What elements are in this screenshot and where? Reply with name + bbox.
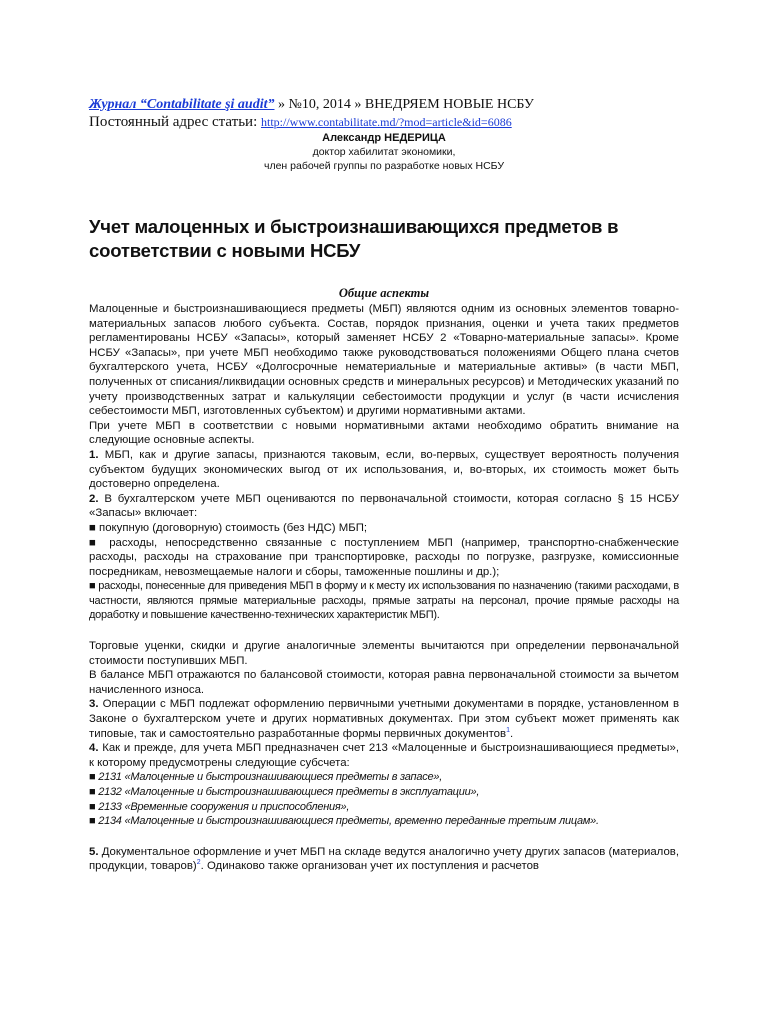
bullet-item: ■ расходы, непосредственно связанные с поступлением МБП (например, транспортно-снабженческие расходы, расходы на страхование при транспортировке, расходы по погрузке, разгрузке, комиссионные посредникам, невозмещаемые налоги и сборы, таможенные пошлины и др.); — [89, 536, 679, 578]
spacer — [89, 623, 679, 639]
subaccount-item — [89, 814, 679, 829]
address-link[interactable]: http://www.contabilitate.md/?mod=article&id=6086 — [260, 115, 512, 129]
document-page — [89, 96, 679, 874]
paragraph-text: Как и прежде, для учета МБП предназначен счет 213 «Малоценные и быстроизнашивающиеся предметы», к которому предусмотрены следующие субсчета: — [89, 742, 679, 769]
item-number: 4. — [89, 742, 99, 755]
address-line — [89, 113, 679, 131]
bullet-mark: ■ — [89, 771, 99, 784]
author-role: член рабочей группы по разработке новых НСБУ — [264, 160, 504, 172]
bullet-mark: ■ — [89, 815, 99, 828]
bullet-mark: ■ — [89, 800, 99, 813]
item-number: 3. — [89, 698, 99, 711]
subaccount-text: 2132 «Малоценные и быстроизнашивающиеся предметы в эксплуатации», — [98, 786, 480, 798]
journal-link[interactable]: Журнал “Contabilitate şi audit” — [89, 97, 275, 112]
author-degree: доктор хабилитат экономики, — [312, 146, 456, 158]
paragraph: В балансе МБП отражаются по балансовой стоимости, которая равна первоначальной стоимости за вычетом начисленного износа. — [89, 669, 679, 696]
paragraph-1 — [89, 448, 679, 492]
author-name: Александр НЕДЕРИЦА — [322, 132, 446, 144]
address-label: Постоянный адрес статьи: — [89, 114, 261, 130]
paragraph: Торговые уценки, скидки и другие аналогичные элементы вычитаются при определении первоначальной стоимости поступивших МБП. — [89, 640, 679, 667]
paragraph-3 — [89, 697, 679, 741]
subaccount-text: 2134 «Малоценные и быстроизнашивающиеся предметы, временно переданные третьим лицам». — [98, 815, 599, 828]
bullet-item: ■ расходы, понесенные для приведения МБП в форму и к месту их использования по назначению (такими расходами, в частности, являются прямые материальные расходы, прямые затраты на персонал, прочие прямые расходы на доработку и повышение качественно-технических характеристик МБП). — [89, 580, 679, 622]
paragraph-text-end: . Одинаково также организован учет их поступления и расчетов — [200, 860, 539, 873]
item-number: 5. — [89, 845, 99, 858]
item-number: 1. — [89, 448, 99, 461]
item-number: 2. — [89, 492, 99, 505]
issue-text: » №10, 2014 » ВНЕДРЯЕМ НОВЫЕ НСБУ — [274, 97, 534, 112]
footnote-link[interactable]: 1 — [506, 726, 510, 734]
paragraph-text: В бухгалтерском учете МБП оцениваются по первоначальной стоимости, которая согласно § 15 НСБУ «Запасы» включает: — [89, 492, 679, 520]
paragraph-text: МБП, как и другие запасы, признаются таковым, если, во-первых, существует вероятность получения субъектом будущих экономических выгод от их использования, и, во-вторых, их стоимость может быть достоверно определена. — [89, 448, 679, 491]
spacer — [89, 829, 679, 845]
subaccount-item — [89, 770, 679, 785]
subaccount-item — [89, 785, 679, 800]
paragraph: При учете МБП в соответствии с новыми нормативными актами необходимо обратить внимание на следующие основные аспекты. — [89, 419, 679, 447]
paragraph-4 — [89, 741, 679, 770]
paragraph-2 — [89, 492, 679, 521]
paragraph-text-end: . — [509, 727, 514, 740]
bullet-item: ■ покупную (договорную) стоимость (без НДС) МБП; — [89, 521, 368, 534]
paragraph: Малоценные и быстроизнашивающиеся предметы (МБП) являются одним из основных элементов товарно-материальных запасов любого субъекта. Состав, порядок признания, оценки и учета таких предметов регламентированы НСБУ «Запасы», который заменяет НСБУ 2 «Товарно-материальные запасы». Кроме НСБУ «Запасы», при учете МБП необходимо также руководствоваться положениями Общего плана счетов бухгалтерского учета, НСБУ «Долгосрочные нематериальные и материальные активы» (в части МБП, полученных от списания/ликвидации основных средств и минеральных ресурсов) и Методических указаний по учету производственных затрат и калькуляции себестоимости продукции и услуг (в части исчисления себестоимости МБП, изготовленных субъектом) и другими нормативными актами. — [89, 303, 679, 418]
bullet-mark: ■ — [89, 786, 99, 798]
paragraph-text: Операции с МБП подлежат оформлению первичными учетными документами в порядке, установленном в Законе о бухгалтерском учете и других нормативных документах. При этом субъект может применять как типовые, так и самостоятельно разработанные формы первичных документов — [89, 698, 679, 740]
subaccount-text: 2133 «Временные сооружения и приспособления», — [98, 800, 350, 813]
paragraph-text: Документальное оформление и учет МБП на складе ведутся аналогично учету других запасов (материалов, продукции, товаров) — [89, 845, 679, 873]
author-block — [89, 131, 679, 173]
section-title: Общие аспекты — [338, 286, 430, 300]
source-line — [89, 96, 679, 113]
article-title: Учет малоценных и быстроизнашивающихся предметов в соответствии с новыми НСБУ — [89, 216, 619, 261]
subaccount-text: 2131 «Малоценные и быстроизнашивающиеся предметы в запасе», — [98, 771, 442, 784]
footnote-link[interactable]: 2 — [196, 859, 201, 867]
paragraph-5 — [89, 845, 679, 874]
subaccount-item — [89, 800, 679, 815]
